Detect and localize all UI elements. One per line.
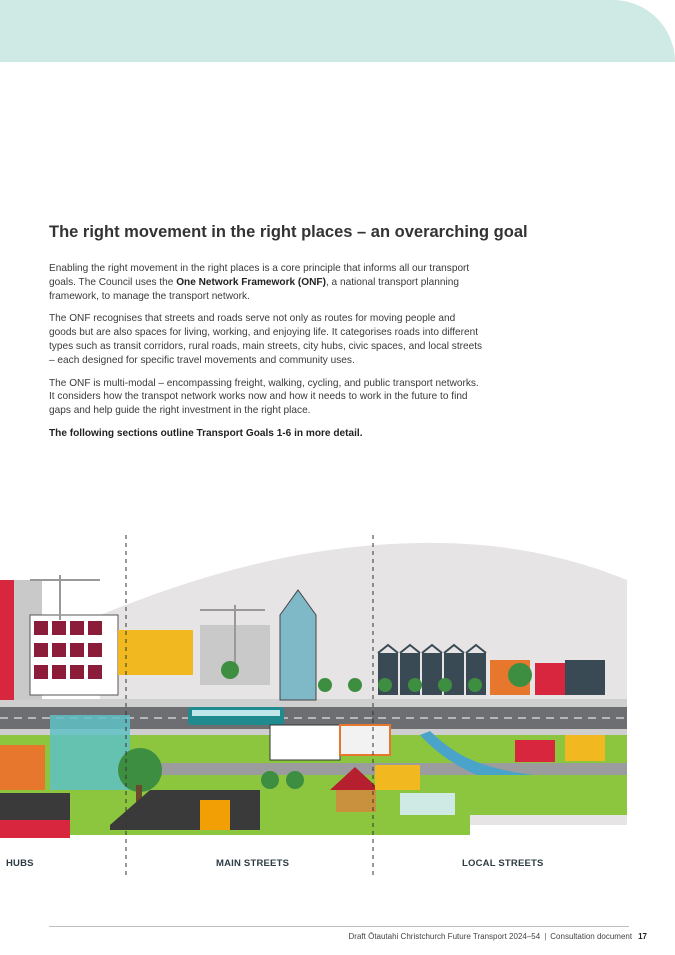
footer-separator: | bbox=[544, 932, 547, 941]
body-text bbox=[49, 262, 484, 450]
onf-street-illustration bbox=[0, 535, 675, 875]
page-number: 17 bbox=[638, 932, 647, 941]
zone-label-local-streets: LOCAL STREETS bbox=[462, 858, 544, 869]
paragraph-1 bbox=[49, 262, 484, 303]
page-footer bbox=[349, 932, 647, 941]
paragraph-1-part-a: Enabling the right movement in the right places is a core principle that informs all our transport goals. The Council uses the bbox=[49, 263, 470, 288]
zone-label-main-streets: MAIN STREETS bbox=[216, 858, 290, 869]
section-heading: The right movement in the right places – an overarching goal bbox=[49, 223, 528, 241]
footer-rule bbox=[49, 926, 629, 927]
onf-term: One Network Framework (ONF) bbox=[176, 276, 326, 288]
header-band bbox=[0, 0, 675, 62]
glass-building bbox=[50, 715, 130, 790]
paragraph-1-part-c: , a national transport planning framework, to manage the transport network. bbox=[49, 276, 459, 302]
paragraph-4 bbox=[49, 427, 484, 441]
footer-doc-title: Draft Ōtautahi Christchurch Future Transport 2024–54 bbox=[348, 932, 541, 941]
footer-doc-type: Consultation document bbox=[550, 932, 633, 941]
paragraph-3: The ONF is multi-modal – encompassing freight, walking, cycling, and public transport networks. It considers how the transpot network works now and how it needs to work in the future to find gaps and help guide the right investment in the right place. bbox=[49, 377, 479, 417]
paragraph-4-bold: The following sections outline Transport Goals 1-6 in more detail. bbox=[49, 427, 363, 439]
paragraph-2: The ONF recognises that streets and roads serve not only as routes for moving people and goods but are also spaces for living, working, and enjoying life. It categorises roads into different types such as transit corridors, rural roads, main streets, city hubs, civic spaces, and local streets – each designed for specific travel movements and community uses. bbox=[49, 313, 483, 366]
zone-label-hubs: HUBS bbox=[6, 858, 34, 869]
tower-red bbox=[0, 580, 14, 700]
